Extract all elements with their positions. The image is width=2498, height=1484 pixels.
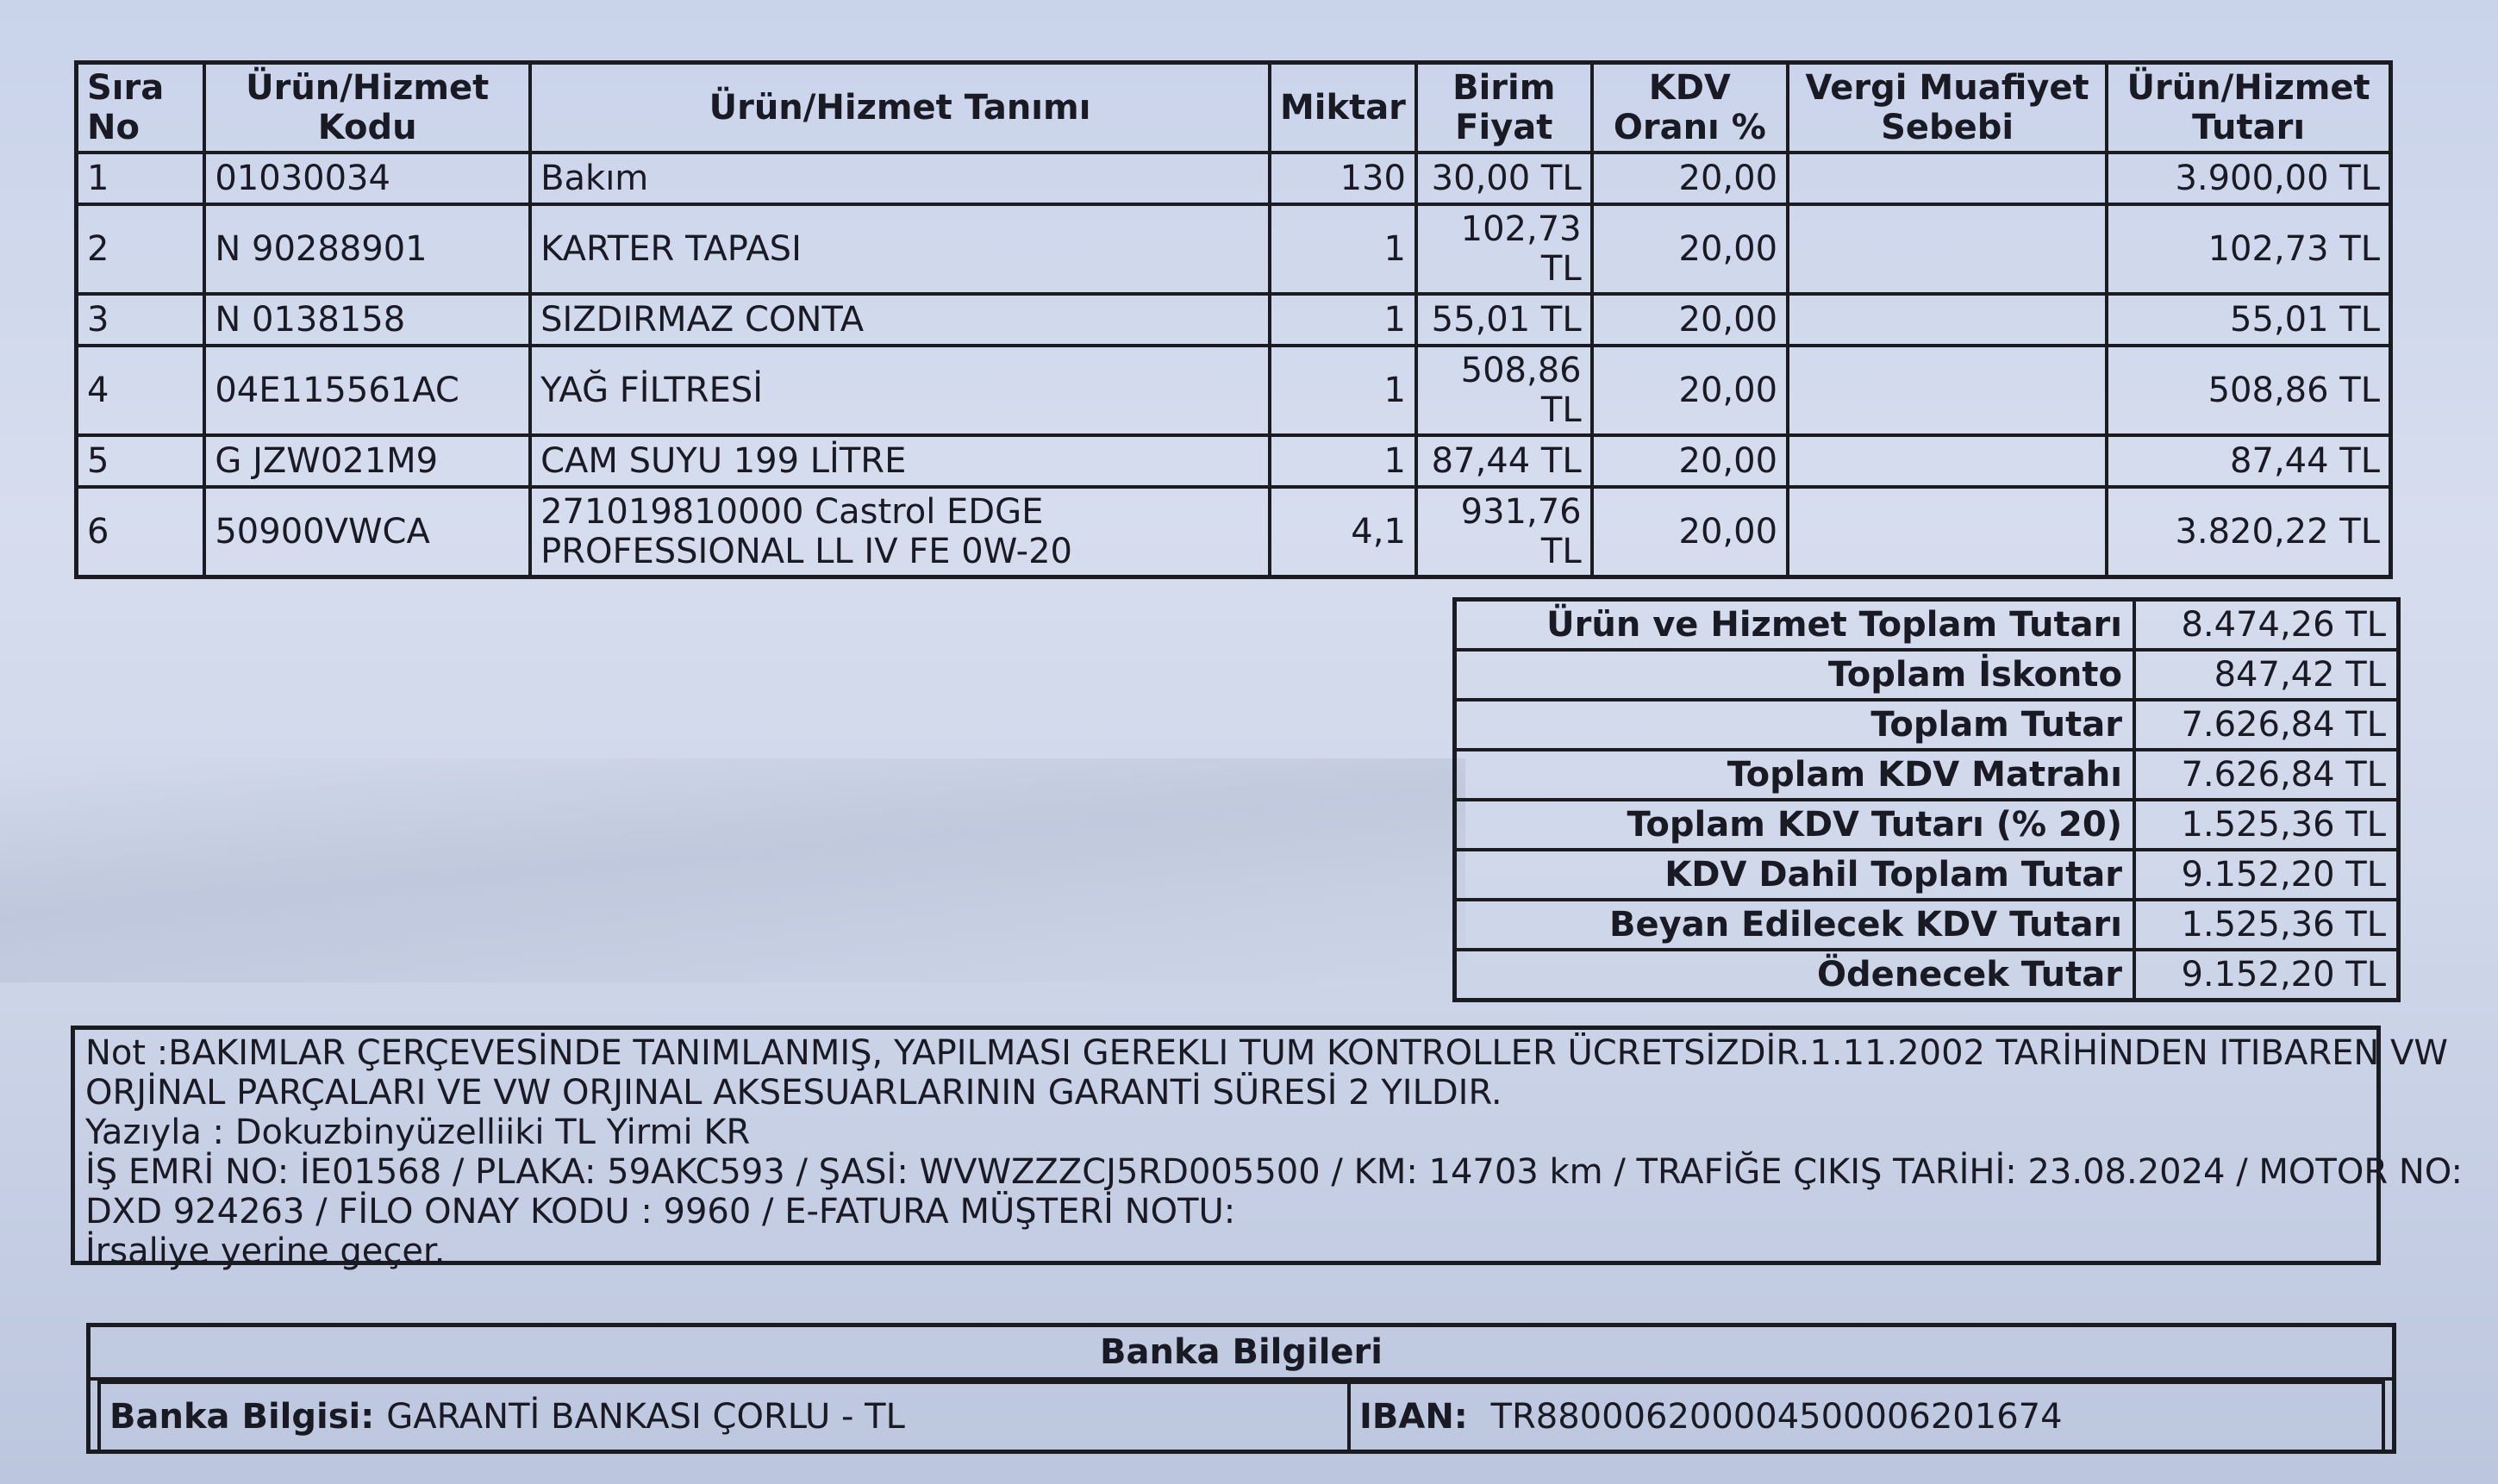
note-line: Not :BAKIMLAR ÇERÇEVESİNDE TANIMLANMIŞ, YAPILMASI GEREKLI TUM KONTROLLER ÜCRETSİZDİR.1.11.2002 TARİHİNDEN ITIBAREN VW	[85, 1033, 2448, 1073]
cell-birim-fiyat: 102,73 TL	[1416, 204, 1592, 294]
invoice-note	[71, 1026, 2464, 1271]
total-label: Toplam KDV Matrahı	[1455, 750, 2135, 800]
bank-value: GARANTİ BANKASI ÇORLU - TL	[386, 1397, 905, 1437]
bank-info-box	[86, 1323, 2396, 1454]
cell-tutar: 87,44 TL	[2107, 435, 2390, 487]
cell-kod: 50900VWCA	[204, 487, 530, 577]
cell-kod: 04E115561AC	[204, 346, 530, 435]
cell-kod: G JZW021M9	[204, 435, 530, 487]
bank-label: Banka Bilgisi:	[109, 1397, 375, 1437]
cell-birim-fiyat: 508,86 TL	[1416, 346, 1592, 435]
cell-kdv: 20,00	[1592, 294, 1788, 346]
cell-miktar: 4,1	[1270, 487, 1416, 577]
total-value: 7.626,84 TL	[2134, 700, 2399, 750]
cell-tutar: 3.900,00 TL	[2107, 153, 2390, 204]
total-label: Toplam Tutar	[1455, 700, 2135, 750]
cell-no: 6	[77, 487, 205, 577]
cell-tanim: CAM SUYU 199 LİTRE	[530, 435, 1270, 487]
cell-no: 1	[77, 153, 205, 204]
cell-tanim: KARTER TAPASI	[530, 204, 1270, 294]
totals-row	[1455, 750, 2399, 800]
cell-kdv: 20,00	[1592, 487, 1788, 577]
table-row	[77, 346, 2391, 435]
total-label: Beyan Edilecek KDV Tutarı	[1455, 900, 2135, 950]
cell-kdv: 20,00	[1592, 153, 1788, 204]
note-line: ORJİNAL PARÇALARI VE VW ORJINAL AKSESUARLARININ GARANTİ SÜRESİ 2 YILDIR.	[85, 1073, 1502, 1113]
cell-muafiyet	[1788, 487, 2107, 577]
table-row	[77, 487, 2391, 577]
invoice-items-table	[74, 60, 2393, 579]
cell-kod: N 90288901	[204, 204, 530, 294]
bank-info-title: Banka Bilgileri	[91, 1327, 2392, 1381]
table-row	[77, 435, 2391, 487]
totals-row	[1455, 950, 2399, 1001]
cell-kod: 01030034	[204, 153, 530, 204]
cell-kdv: 20,00	[1592, 204, 1788, 294]
header-tanim: Ürün/Hizmet Tanımı	[530, 63, 1270, 153]
cell-no: 4	[77, 346, 205, 435]
cell-muafiyet	[1788, 294, 2107, 346]
totals-row	[1455, 800, 2399, 850]
total-value: 9.152,20 TL	[2134, 950, 2399, 1001]
cell-miktar: 1	[1270, 294, 1416, 346]
note-waybill: İrsaliye yerine geçer.	[85, 1231, 446, 1271]
cell-miktar: 1	[1270, 346, 1416, 435]
total-value: 1.525,36 TL	[2134, 800, 2399, 850]
total-label: Toplam KDV Tutarı (% 20)	[1455, 800, 2135, 850]
bank-info-row	[97, 1381, 2385, 1453]
total-label: KDV Dahil Toplam Tutar	[1455, 850, 2135, 900]
header-kdv-orani: KDV Oranı %	[1592, 63, 1788, 153]
totals-row	[1455, 600, 2399, 651]
table-row	[77, 153, 2391, 204]
header-sira-no: Sıra No	[77, 63, 205, 153]
cell-kod: N 0138158	[204, 294, 530, 346]
note-work-order: İŞ EMRİ NO: İE01568 / PLAKA: 59AKC593 / ŞASİ: WVWZZZCJ5RD005500 / KM: 14703 km / TRAFİĞE ÇIKIŞ TARİHİ: 23.08.2024 / MOTOR NO:	[85, 1152, 2464, 1192]
cell-no: 5	[77, 435, 205, 487]
header-tutar: Ürün/Hizmet Tutarı	[2107, 63, 2390, 153]
iban-label: IBAN:	[1359, 1397, 1468, 1437]
cell-muafiyet	[1788, 204, 2107, 294]
total-value: 9.152,20 TL	[2134, 850, 2399, 900]
cell-miktar: 1	[1270, 204, 1416, 294]
table-header-row	[77, 63, 2391, 153]
iban-cell	[1351, 1397, 2071, 1437]
cell-kdv: 20,00	[1592, 435, 1788, 487]
cell-tutar: 102,73 TL	[2107, 204, 2390, 294]
table-row	[77, 294, 2391, 346]
cell-tanim: 271019810000 Castrol EDGE PROFESSIONAL LL IV FE 0W-20	[530, 487, 1270, 577]
totals-table	[1452, 597, 2401, 1002]
cell-muafiyet	[1788, 435, 2107, 487]
total-label: Ödenecek Tutar	[1455, 950, 2135, 1001]
cell-muafiyet	[1788, 153, 2107, 204]
totals-row	[1455, 650, 2399, 700]
total-value: 8.474,26 TL	[2134, 600, 2399, 651]
totals-row	[1455, 900, 2399, 950]
cell-kdv: 20,00	[1592, 346, 1788, 435]
header-birim-fiyat: Birim Fiyat	[1416, 63, 1592, 153]
total-label: Toplam İskonto	[1455, 650, 2135, 700]
cell-birim-fiyat: 55,01 TL	[1416, 294, 1592, 346]
cell-tanim: YAĞ FİLTRESİ	[530, 346, 1270, 435]
cell-birim-fiyat: 87,44 TL	[1416, 435, 1592, 487]
header-vergi-muafiyet: Vergi Muafiyet Sebebi	[1788, 63, 2107, 153]
totals-row	[1455, 700, 2399, 750]
cell-tanim: Bakım	[530, 153, 1270, 204]
total-value: 7.626,84 TL	[2134, 750, 2399, 800]
cell-tanim: SIZDIRMAZ CONTA	[530, 294, 1270, 346]
total-value: 847,42 TL	[2134, 650, 2399, 700]
cell-miktar: 130	[1270, 153, 1416, 204]
cell-birim-fiyat: 30,00 TL	[1416, 153, 1592, 204]
total-label: Ürün ve Hizmet Toplam Tutarı	[1455, 600, 2135, 651]
cell-no: 3	[77, 294, 205, 346]
totals-row	[1455, 850, 2399, 900]
cell-no: 2	[77, 204, 205, 294]
note-engine-fleet: DXD 924263 / FİLO ONAY KODU : 9960 / E-FATURA MÜŞTERİ NOTU:	[85, 1192, 1236, 1231]
note-amount-in-words: Yazıyla : Dokuzbinyüzelliiki TL Yirmi KR	[85, 1113, 751, 1152]
bank-name-cell	[101, 1384, 1351, 1450]
iban-value: TR880006200004500006201674	[1490, 1397, 2063, 1437]
header-miktar: Miktar	[1270, 63, 1416, 153]
header-kod: Ürün/Hizmet Kodu	[204, 63, 530, 153]
total-value: 1.525,36 TL	[2134, 900, 2399, 950]
cell-miktar: 1	[1270, 435, 1416, 487]
cell-tutar: 508,86 TL	[2107, 346, 2390, 435]
cell-birim-fiyat: 931,76 TL	[1416, 487, 1592, 577]
cell-muafiyet	[1788, 346, 2107, 435]
table-row	[77, 204, 2391, 294]
cell-tutar: 3.820,22 TL	[2107, 487, 2390, 577]
cell-tutar: 55,01 TL	[2107, 294, 2390, 346]
